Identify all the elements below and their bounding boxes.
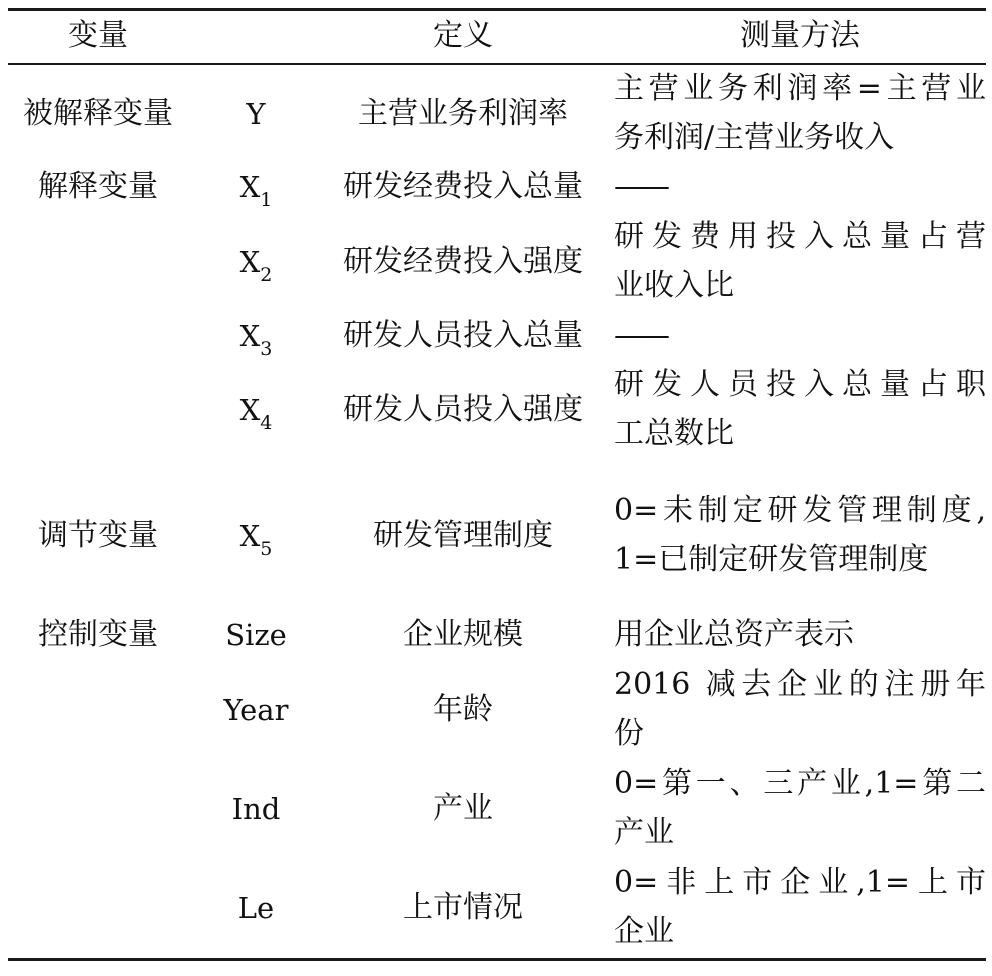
row-definition: 产业 bbox=[433, 791, 493, 826]
row-symbol: Size bbox=[225, 618, 287, 652]
row-definition: 研发经费投入强度 bbox=[343, 244, 583, 279]
row-method-line1: —— bbox=[614, 169, 666, 204]
row-method-line2: 业收入比 bbox=[614, 268, 734, 303]
row-definition: 主营业务利润率 bbox=[358, 96, 568, 131]
row-method-line2: 工总数比 bbox=[614, 416, 734, 451]
row-definition: 上市情况 bbox=[403, 890, 523, 925]
header-variable: 变量 bbox=[68, 18, 128, 53]
row-method-line1: 主营业务利润率=主营业 bbox=[614, 71, 986, 106]
row-method-line1: 研发费用投入总量占营 bbox=[614, 219, 986, 254]
symbol-subscript: 3 bbox=[260, 338, 273, 360]
row-symbol: $X_4$ bbox=[239, 393, 273, 434]
symbol-subscript: 2 bbox=[260, 264, 273, 286]
row-symbol: $X_5$ bbox=[239, 519, 273, 560]
row-method-line1: 用企业总资产表示 bbox=[614, 617, 854, 652]
row-method-line2: 企业 bbox=[614, 914, 674, 949]
row-category: 调节变量 bbox=[38, 518, 158, 553]
row-method-line2: 务利润/主营业务收入 bbox=[614, 120, 895, 155]
symbol-subscript: 5 bbox=[260, 538, 273, 560]
row-method-line1: 0=非上市企业,1=上市 bbox=[614, 865, 986, 900]
row-symbol: $X_2$ bbox=[239, 245, 273, 286]
row-method-line1: 2016 减去企业的注册年 bbox=[614, 667, 986, 702]
row-method-line1: 研发人员投入总量占职 bbox=[614, 367, 986, 402]
row-method-line1: —— bbox=[614, 318, 666, 353]
row-symbol: Le bbox=[237, 891, 275, 925]
table-top-rule bbox=[8, 8, 986, 11]
row-symbol: $X_1$ bbox=[239, 170, 273, 211]
row-definition: 研发经费投入总量 bbox=[343, 169, 583, 204]
row-category: 控制变量 bbox=[38, 617, 158, 652]
row-method-line2: 份 bbox=[614, 716, 644, 751]
symbol-subscript: 1 bbox=[260, 189, 273, 211]
row-definition: 研发人员投入强度 bbox=[343, 392, 583, 427]
header-definition: 定义 bbox=[433, 18, 493, 53]
row-definition: 研发管理制度 bbox=[373, 518, 553, 553]
row-symbol: Y bbox=[246, 97, 266, 131]
row-symbol: $X_3$ bbox=[239, 319, 273, 360]
row-method-line1: 0=第一、三产业,1=第二 bbox=[614, 766, 986, 801]
symbol-subscript: 4 bbox=[260, 412, 273, 434]
row-method-line2: 1=已制定研发管理制度 bbox=[614, 542, 929, 577]
row-method-line2: 产业 bbox=[614, 815, 674, 850]
row-symbol: Year bbox=[223, 693, 289, 727]
row-category: 被解释变量 bbox=[23, 96, 173, 131]
table-header-rule bbox=[8, 63, 986, 65]
row-definition: 研发人员投入总量 bbox=[343, 318, 583, 353]
row-category: 解释变量 bbox=[38, 169, 158, 204]
row-symbol: Ind bbox=[231, 792, 281, 826]
row-definition: 年龄 bbox=[433, 692, 493, 727]
row-method-line1: 0=未制定研发管理制度, bbox=[614, 493, 986, 528]
header-method: 测量方法 bbox=[740, 18, 860, 53]
row-definition: 企业规模 bbox=[403, 617, 523, 652]
table-bottom-rule bbox=[8, 958, 986, 961]
